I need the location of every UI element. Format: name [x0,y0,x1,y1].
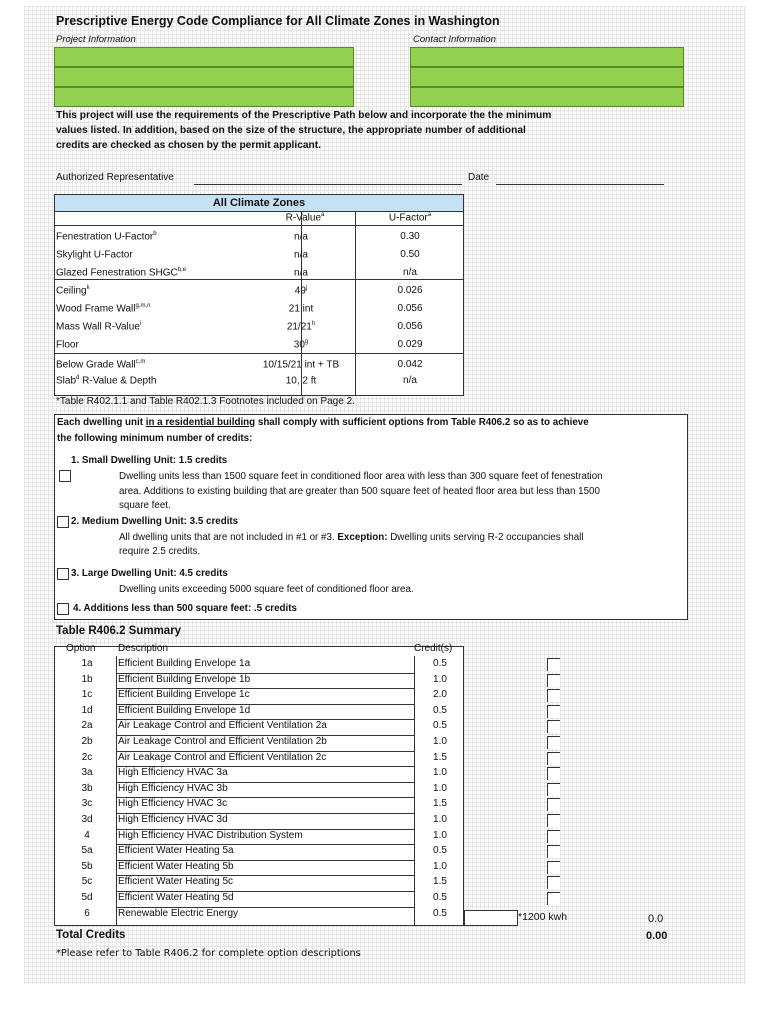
option-cell: 5c [81,876,93,888]
authorized-rep-field[interactable] [194,184,462,185]
summary-row [54,875,464,891]
row-divider [116,813,414,814]
contact-info-field-3[interactable] [410,87,684,107]
option-select-checkbox[interactable] [547,767,560,780]
total-credits-value: 0.00 [646,930,668,942]
credit-cell: 1.0 [433,814,447,825]
summary-row [54,907,464,923]
r-value-cell: 21 int [288,303,314,315]
description-cell: Efficient Building Envelope 1c [118,689,250,701]
credits-column-header: Credit(s) [414,643,453,654]
total-credits-label: Total Credits [56,929,126,941]
description-cell: Air Leakage Control and Efficient Ventilation 2b [118,736,327,747]
description-cell: Renewable Electric Energy [118,907,239,919]
kwh-label: *1200 kwh [518,911,568,923]
summary-row [54,860,464,876]
summary-row [54,673,464,689]
project-info-field-1[interactable] [54,47,354,67]
option-2-desc-line: All dwelling units that are not included in #1 or #3. Exception: Dwelling units serving R-2 occupancies shall [119,532,584,543]
summary-row [54,813,464,829]
r-value-cell: n/a [294,231,308,243]
row-divider [116,797,414,798]
row-divider [116,673,414,674]
credit-cell: 1.0 [433,829,447,841]
u-factor-cell: n/a [403,267,417,278]
row-divider [116,891,414,892]
intro-paragraph: This project will use the requirements of the Prescriptive Path below and incorporate the the minimum values listed. In addition, based on the size of the structure, the appropriate number of additional credits are checked as chosen by the permit applicant. [56,110,552,151]
row-divider [116,907,414,908]
r-value-header: R-Value$^a$ [285,212,325,224]
credit-cell: 0.5 [433,845,447,857]
option-1-desc-line: area. Additions to existing building that are greater than 500 square feet of heated floor area but less than 1500 [119,486,600,497]
u-factor-cell: 0.026 [397,285,423,296]
credit-cell: 1.5 [433,798,447,810]
climate-row-label: Floor [56,339,79,351]
u-factor-cell: 0.056 [397,303,423,314]
description-cell: High Efficiency HVAC 3d [118,814,228,825]
option-cell: 5b [81,860,93,872]
credit-cell: 1.0 [433,767,447,779]
summary-row [54,735,464,751]
summary-row [54,782,464,798]
credit-cell: 0.5 [433,704,447,716]
credit-cell: 1.5 [433,876,447,888]
u-factor-cell: 0.056 [397,321,423,332]
credits-intro-line1: Each dwelling unit in a residential building shall comply with sufficient options from Table R406.2 so as to achieve [57,417,589,428]
description-cell: Efficient Water Heating 5a [118,845,234,857]
option-select-checkbox[interactable] [547,861,560,874]
summary-row [54,797,464,813]
option-select-checkbox[interactable] [547,783,560,796]
option-cell: 5a [81,845,93,857]
row-divider [116,719,414,720]
option-select-checkbox[interactable] [547,674,560,687]
row-divider [116,751,414,752]
option-select-checkbox[interactable] [547,876,560,889]
renewable-credit-value: 0.0 [648,913,664,925]
option-cell: 1c [81,689,93,701]
description-cell: Efficient Building Envelope 1d [118,704,251,716]
option-1-desc-line: Dwelling units less than 1500 square feet in conditioned floor area with less than 300 square feet of fenestration [119,471,603,482]
summary-row [54,688,464,704]
option-3-checkbox[interactable] [57,568,69,580]
option-select-checkbox[interactable] [547,752,560,765]
option-2-title: 2. Medium Dwelling Unit: 3.5 credits [71,516,239,527]
authorized-rep-label: Authorized Representative [56,172,174,183]
summary-title: Table R406.2 Summary [56,625,182,637]
option-3-desc-line: Dwelling units exceeding 5000 square feet of conditioned floor area. [119,584,414,595]
date-label: Date [468,172,490,183]
page-title: Prescriptive Energy Code Compliance for All Climate Zones in Washington [56,14,500,28]
option-select-checkbox[interactable] [547,736,560,749]
option-3-title: 3. Large Dwelling Unit: 4.5 credits [71,568,228,579]
description-cell: Efficient Water Heating 5c [118,876,234,888]
description-cell: Air Leakage Control and Efficient Ventilation 2c [118,751,327,763]
u-factor-header: U-Factor$^a$ [388,212,432,224]
option-cell: 3b [81,782,93,794]
climate-row-label: Below Grade Wall$^{c,m}$ [56,359,146,371]
option-cell: 1a [81,658,93,669]
r-value-cell: 10, 2 ft [285,375,317,387]
column-divider [355,211,356,395]
project-info-label: Project Information [56,34,136,45]
r-value-cell: n/a [294,267,308,279]
option-1-desc-line: square feet. [119,500,171,511]
description-cell: Efficient Building Envelope 1b [118,673,251,685]
r-value-cell: 10/15/21 int + TB [262,359,340,371]
climate-row-label: Skylight U-Factor [56,249,133,261]
credit-cell: 1.0 [433,673,447,685]
summary-row [54,766,464,782]
project-info-field-3[interactable] [54,87,354,107]
option-select-checkbox[interactable] [547,658,560,671]
option-select-checkbox[interactable] [547,705,560,718]
contact-info-field-2[interactable] [410,67,684,87]
option-cell: 5d [81,892,93,903]
credit-cell: 0.5 [433,892,447,903]
r-value-cell: 49$^j$ [294,285,308,297]
contact-info-label: Contact Information [413,34,496,45]
credit-cell: 0.5 [433,658,447,669]
option-select-checkbox[interactable] [547,720,560,733]
row-divider [116,704,414,705]
u-factor-cell: 0.029 [397,339,423,350]
renewable-kwh-input[interactable] [464,910,518,926]
summary-note: *Please refer to Table R406.2 for complete option descriptions [56,948,361,959]
credit-cell: 1.5 [433,751,447,763]
option-cell: 2a [81,720,93,732]
option-cell: 6 [84,907,90,919]
climate-row-label: Mass Wall R-Value$^i$ [56,321,142,333]
climate-table-title: All Climate Zones [55,195,463,212]
row-divider [116,766,414,767]
option-select-checkbox[interactable] [547,689,560,702]
r-value-cell: 21/21$^h$ [286,321,316,333]
credit-cell: 1.0 [433,736,447,747]
summary-row [54,719,464,735]
contact-info-field-1[interactable] [410,47,684,67]
summary-row [54,844,464,860]
option-cell: 2c [81,751,93,763]
option-cell: 1b [81,673,93,685]
climate-row-label: Fenestration U-Factor$^b$ [56,231,157,243]
credit-cell: 0.5 [433,720,447,732]
description-cell: High Efficiency HVAC 3a [118,767,228,779]
description-cell: High Efficiency HVAC Distribution System [118,829,303,841]
option-cell: 3a [81,767,93,779]
summary-row [54,657,464,673]
description-cell: Efficient Building Envelope 1a [118,658,251,669]
option-select-checkbox[interactable] [547,845,560,858]
option-1-title: 1. Small Dwelling Unit: 1.5 credits [71,455,228,466]
project-info-field-2[interactable] [54,67,354,87]
credit-cell: 1.0 [433,782,447,794]
r-value-cell: n/a [294,249,308,261]
credit-cell: 1.0 [433,860,447,872]
option-2-desc-line: require 2.5 credits. [119,546,201,557]
row-divider [116,735,414,736]
description-cell: Efficient Water Heating 5b [118,860,234,872]
option-4-title: 4. Additions less than 500 square feet: .5 credits [73,603,297,614]
summary-row [54,751,464,767]
climate-zones-table [54,194,464,396]
description-cell: Efficient Water Heating 5d [118,892,234,903]
row-divider [116,844,414,845]
description-cell: Air Leakage Control and Efficient Ventilation 2a [118,720,327,732]
climate-row-label: Wood Frame Wall$^{g,m,n}$ [56,303,151,315]
option-column-header: Option [66,643,96,654]
option-1-checkbox[interactable] [59,470,71,482]
u-factor-cell: n/a [403,375,417,386]
credits-requirements-box [54,414,688,620]
credits-intro-line2: the following minimum number of credits: [57,433,253,444]
climate-row-label: Ceiling$^k$ [56,285,90,297]
row-divider [116,860,414,861]
u-factor-cell: 0.50 [400,249,420,260]
row-divider [116,829,414,830]
option-select-checkbox[interactable] [547,798,560,811]
summary-row [54,829,464,845]
option-select-checkbox[interactable] [547,830,560,843]
option-4-checkbox[interactable] [57,603,69,615]
option-select-checkbox[interactable] [547,814,560,827]
summary-row [54,704,464,720]
credit-cell: 2.0 [433,689,447,701]
option-cell: 1d [81,704,93,716]
option-cell: 3c [81,798,93,810]
option-cell: 4 [84,829,90,841]
option-2-checkbox[interactable] [57,516,69,528]
row-divider [116,875,414,876]
row-divider [116,688,414,689]
u-factor-cell: 0.30 [400,231,420,242]
credit-cell: 0.5 [433,907,447,919]
climate-row-label: Slab$^d$ R-Value & Depth [56,375,157,387]
description-column-header: Description [118,643,169,654]
description-cell: High Efficiency HVAC 3c [118,798,228,810]
r-value-cell: 30$^g$ [293,339,309,351]
option-cell: 2b [81,736,93,747]
summary-row [54,891,464,907]
row-divider [116,782,414,783]
climate-footnote: *Table R402.1.1 and Table R402.1.3 Footnotes included on Page 2. [56,396,355,407]
climate-row-label: Glazed Fenestration SHGC$^{b,e}$ [56,267,187,279]
u-factor-cell: 0.042 [397,359,423,370]
option-cell: 3d [81,814,93,825]
option-select-checkbox[interactable] [547,892,560,905]
date-field[interactable] [496,184,664,185]
description-cell: High Efficiency HVAC 3b [118,782,228,794]
